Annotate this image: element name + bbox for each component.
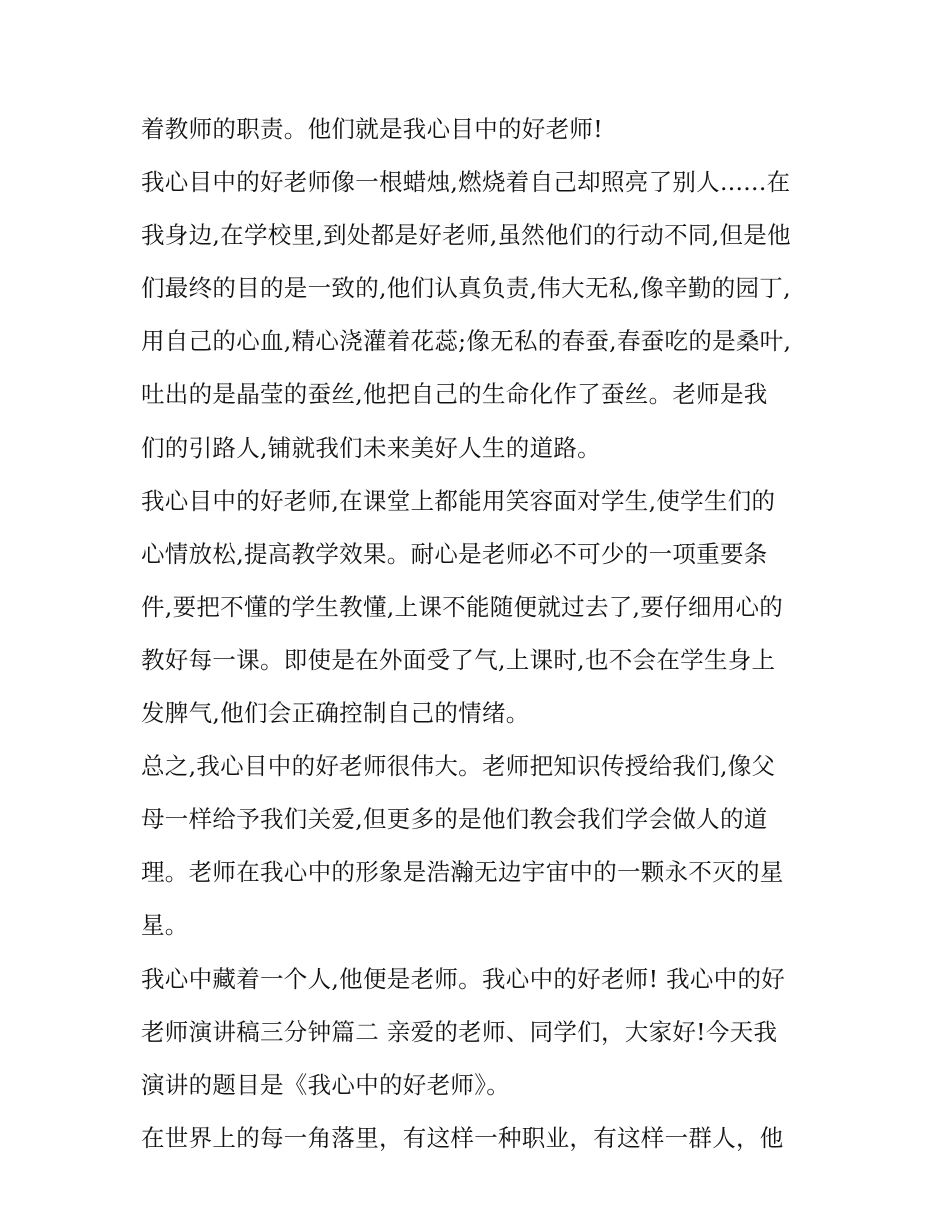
- text-line: 我心目中的好老师像一根蜡烛,燃烧着自己却照亮了别人......在: [141, 168, 791, 197]
- text-line: 教好每一课。即使是在外面受了气,上课时,也不会在学生身上: [141, 645, 776, 674]
- text-line: 吐出的是晶莹的蚕丝,他把自己的生命化作了蚕丝。老师是我: [141, 380, 768, 409]
- text-line: 们最终的目的是一致的,他们认真负责,伟大无私,像辛勤的园丁,: [141, 274, 791, 303]
- text-line: 着教师的职责。他们就是我心目中的好老师!: [141, 115, 603, 143]
- text-line: 星。: [141, 911, 189, 940]
- text-line: 演讲的题目是《我心中的好老师》。: [141, 1070, 511, 1099]
- text-line: 用自己的心血,精心浇灌着花蕊;像无私的春蚕,春蚕吃的是桑叶,: [141, 327, 792, 356]
- text-line: 在世界上的每一角落里，有这样一种职业，有这样一群人，他: [141, 1123, 784, 1152]
- text-line: 总之,我心目中的好老师很伟大。老师把知识传授给我们,像父: [141, 752, 776, 781]
- text-line: 理。老师在我心中的形象是浩瀚无边宇宙中的一颗永不灭的星: [141, 858, 784, 887]
- text-line: 母一样给予我们关爱,但更多的是他们教会我们学会做人的道: [141, 805, 768, 834]
- document-body: [141, 108, 821, 1170]
- text-line: 老师演讲稿三分钟篇二 亲爱的老师、同学们，大家好!今天我: [141, 1017, 778, 1046]
- text-line: 件,要把不懂的学生教懂,上课不能随便就过去了,要仔细用心的: [141, 592, 784, 621]
- text-line: 我心目中的好老师,在课堂上都能用笑容面对学生,使学生们的: [141, 486, 776, 515]
- text-line: 们的引路人,铺就我们未来美好人生的道路。: [141, 433, 601, 462]
- text-line: 我身边,在学校里,到处都是好老师,虽然他们的行动不同,但是他: [141, 221, 791, 250]
- text-line: 心情放松,提高教学效果。耐心是老师必不可少的一项重要条: [141, 539, 768, 568]
- text-line: 我心中藏着一个人,他便是老师。我心中的好老师! 我心中的好: [141, 964, 786, 993]
- text-line: 发脾气,他们会正确控制自己的情绪。: [141, 699, 530, 728]
